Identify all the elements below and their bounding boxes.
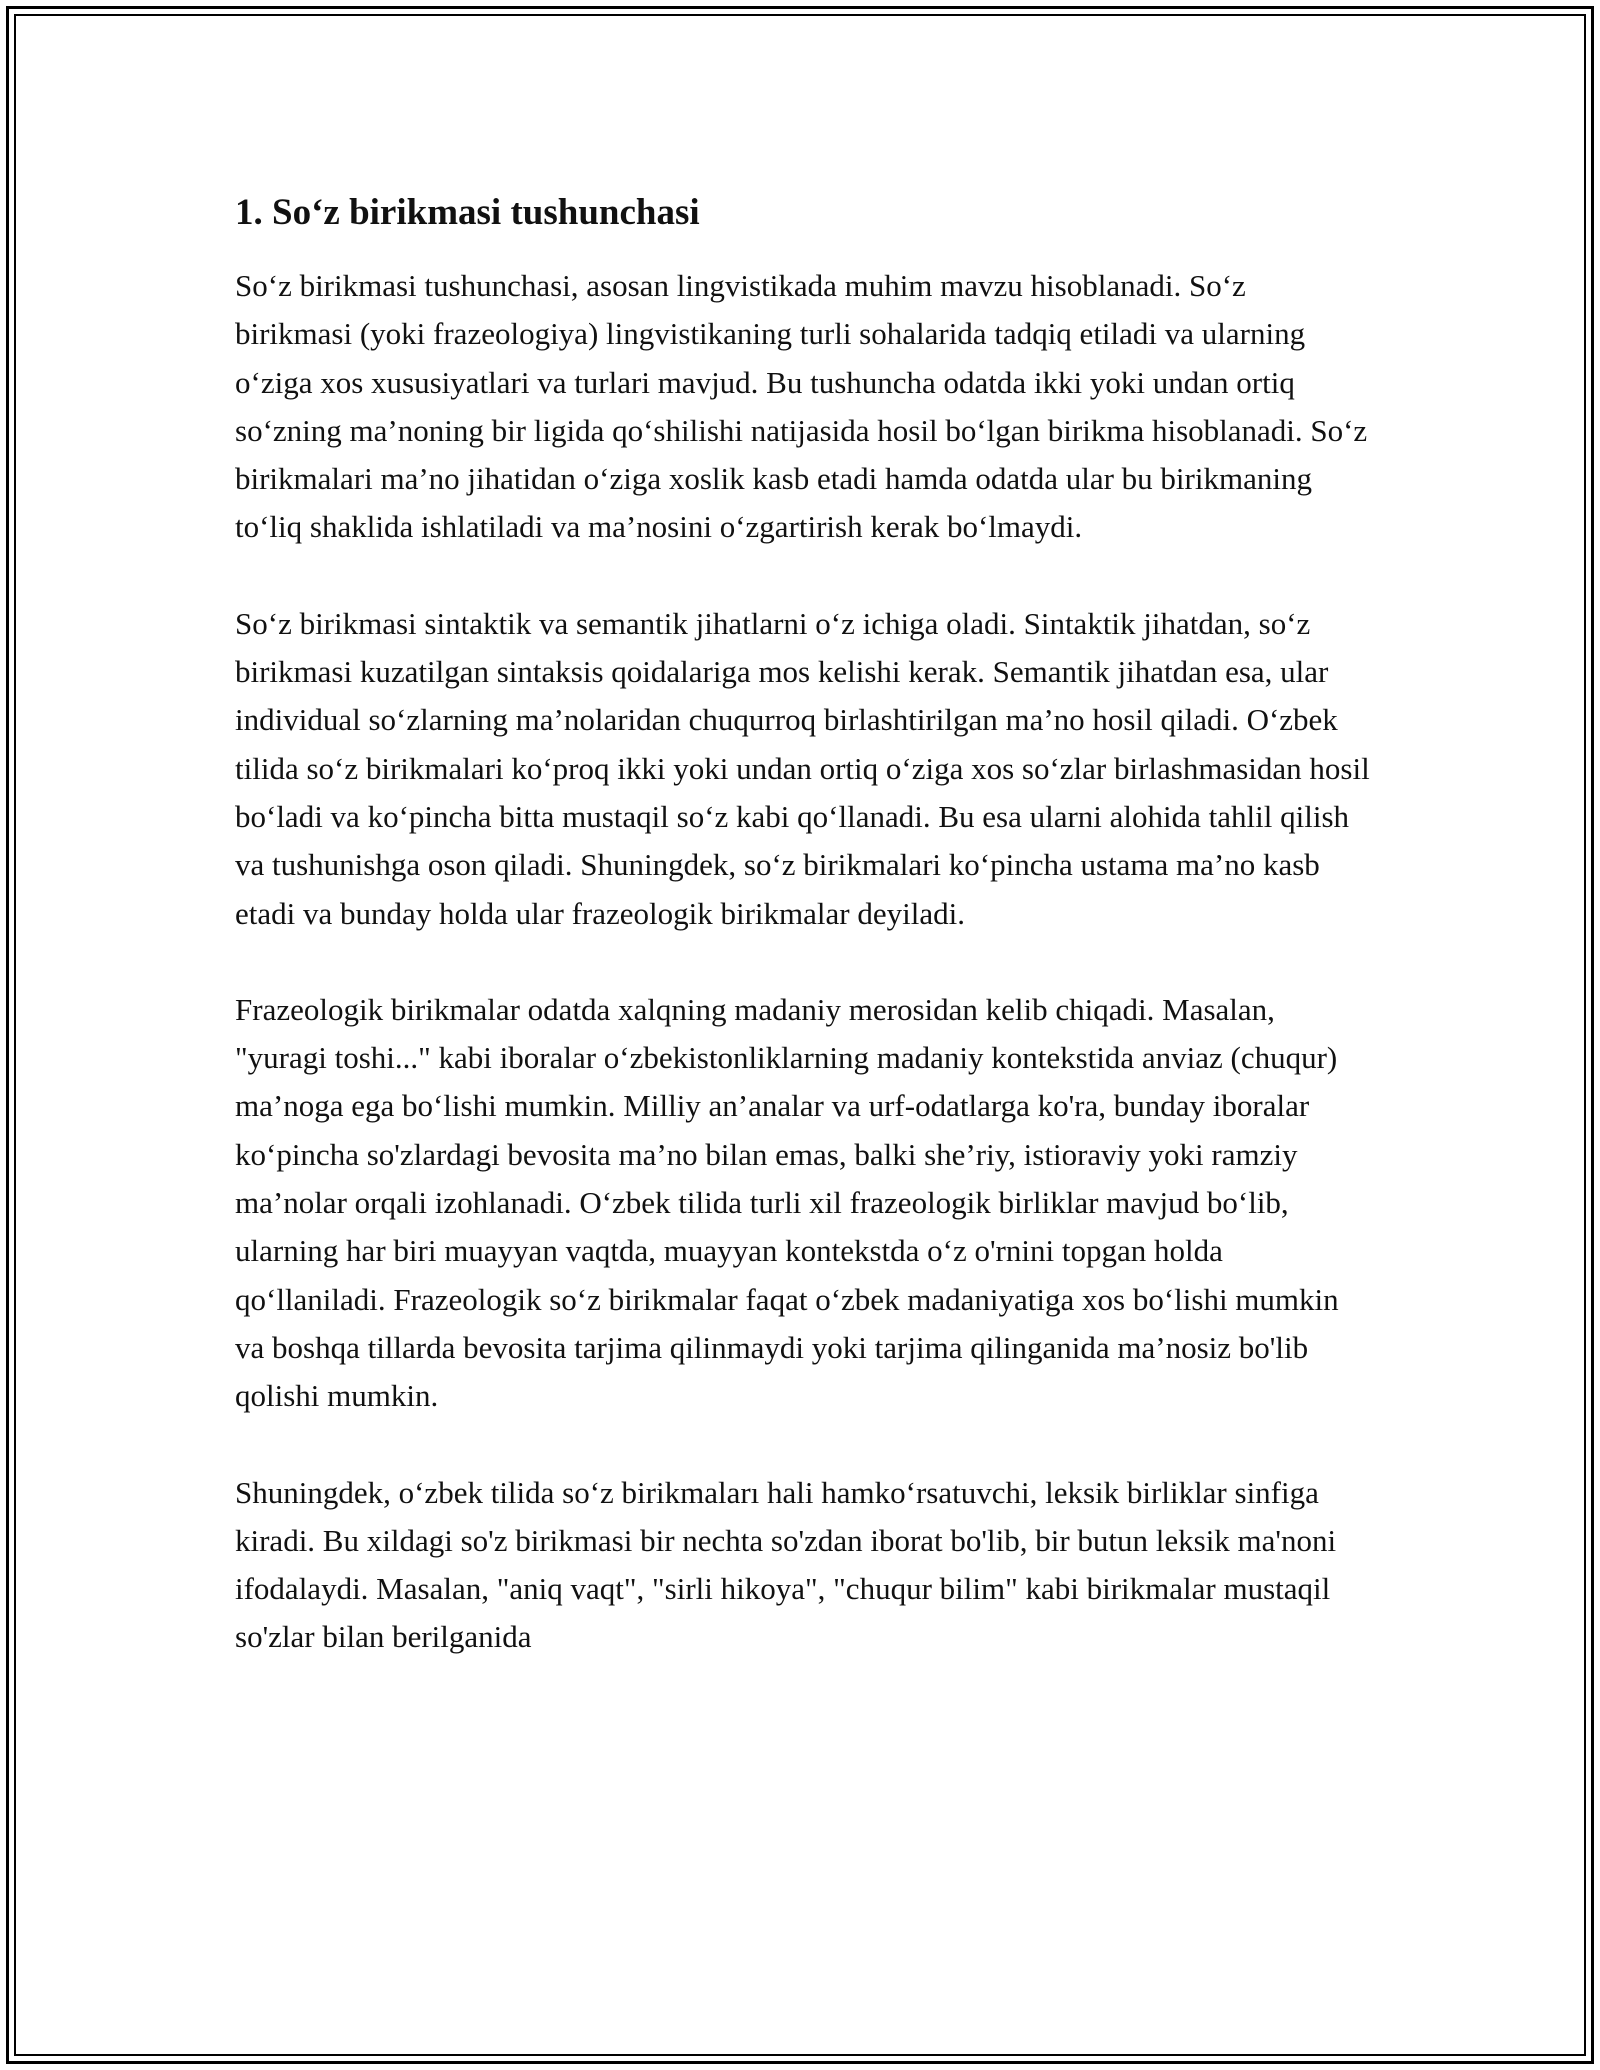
paragraph-3: Frazeologik birikmalar odatda xalqning madaniy merosidan kelib chiqadi. Masalan, "yuragi toshi..." kabi iboralar o‘zbekistonliklarning madaniy kontekstida anviaz (chuqur) ma’noga ega bo‘lishi mumkin. Milliy an’analar va urf-odatlarga ko'ra, bunday iboralar ko‘pincha so'zlardagi bevosita ma’no bilan emas, balki she’riy, istioraviy yoki ramziy ma’nolar orqali izohlanadi. O‘zbek tilida turli xil frazeologik birliklar mavjud bo‘lib, ularning har biri muayyan vaqtda, muayyan kontekstda o‘z o'rnini topgan holda qo‘llaniladi. Frazeologik so‘z birikmalar faqat o‘zbek madaniyatiga xos bo‘lishi mumkin va boshqa tillarda bevosita tarjima qilinmaydi yoki tarjima qilinganida ma’nosiz bo'lib qolishi mumkin. [235, 991, 1339, 1414]
paragraph-1: So‘z birikmasi tushunchasi, asosan lingvistikada muhim mavzu hisoblanadi. So‘z birikmasi (yoki frazeologiya) lingvistikaning turli sohalarida tadqiq etiladi va ularning o‘ziga xos xususiyatlari va turlari mavjud. Bu tushuncha odatda ikki yoki undan ortiq so‘zning ma’noning bir ligida qo‘shilishi natijasida hosil bo‘lgan birikma hisoblanadi. So‘z birikmalari ma’no jihatidan o‘ziga xoslik kasb etadi hamda odatda ular bu birikmaning to‘liq shaklida ishlatiladi va ma’nosini o‘zgartirish kerak bo‘lmaydi. [235, 268, 1368, 545]
paragraph-2: So‘z birikmasi sintaktik va semantik jihatlarni o‘z ichiga oladi. Sintaktik jihatdan, so‘z birikmasi kuzatilgan sintaksis qoidalariga mos kelishi kerak. Semantik jihatdan esa, ular individual so‘zlarning ma’nolaridan chuqurroq birlashtirilgan ma’no hosil qiladi. O‘zbek tilida so‘z birikmalari ko‘proq ikki yoki undan ortiq o‘ziga xos so‘zlar birlashmasidan hosil bo‘ladi va ko‘pincha bitta mustaqil so‘z kabi qo‘llanadi. Bu esa ularni alohida tahlil qilish va tushunishga oson qiladi. Shuningdek, so‘z birikmalari ko‘pincha ustama ma’no kasb etadi va bunday holda ular frazeologik birikmalar deyiladi. [235, 605, 1370, 931]
section-heading: 1. So‘z birikmasi tushunchasi [235, 192, 700, 233]
document-body [235, 190, 1370, 1662]
paragraph-4: Shuningdek, o‘zbek tilida so‘z birikmaları hali hamko‘rsatuvchi, leksik birliklar sinfiga kiradi. Bu xildagi so'z birikmasi bir nechta so'zdan iborat bo'lib, bir butun leksik ma'noni ifodalaydi. Masalan, "aniq vaqt", "sirli hikoya", "chuqur bilim" kabi birikmalar mustaqil so'zlar bilan berilganida [235, 1474, 1337, 1655]
